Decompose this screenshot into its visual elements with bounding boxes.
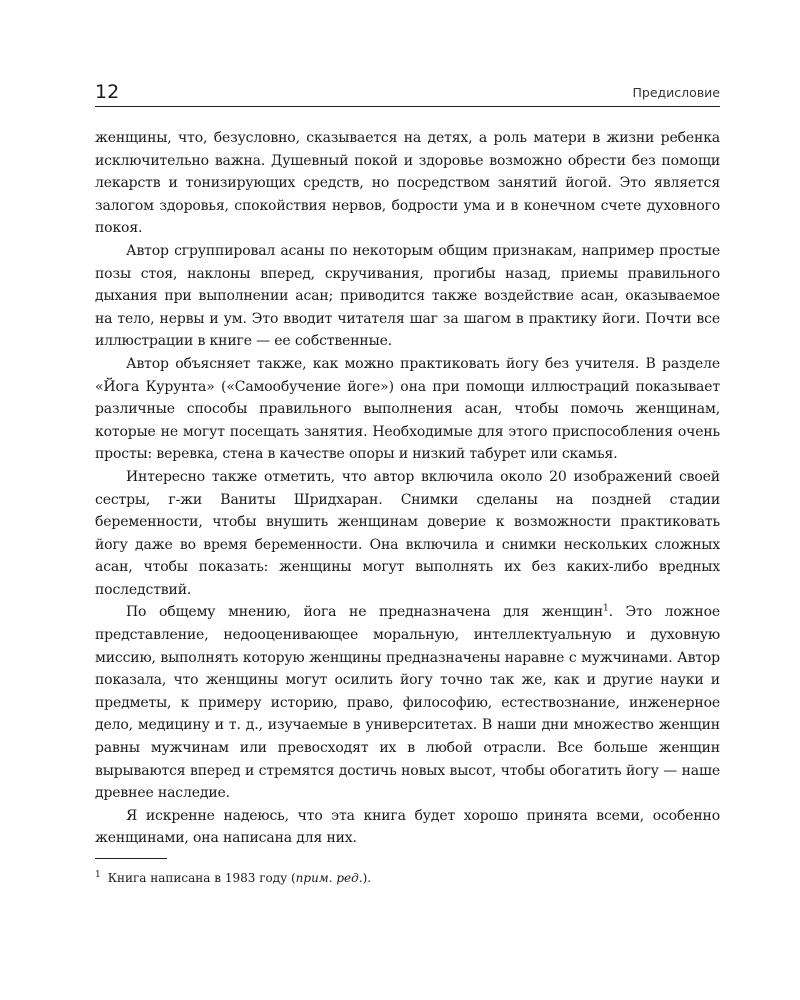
body-text	[95, 127, 720, 850]
page-header	[95, 80, 720, 106]
paragraph: Автор объясняет также, как можно практиковать йогу без учителя. В разделе «Йога Курунта» («Самообучение йоге») она при помощи иллюстраций показывает различные способы правильного выполнения асан, чтобы помочь женщинам, которые не могут посещать занятия. Необходимые для этого приспособления очень просты: веревка, стена в качестве опоры и низкий табурет или скамья.	[95, 355, 720, 463]
footnote-number: 1	[95, 870, 101, 880]
paragraph: женщины, что, безусловно, сказывается на детях, а роль матери в жизни ребенка исключительно важна. Душевный покой и здоровье возможно обрести без помощи лекарств и тонизирующих средств, но посредством занятий йогой. Это является залогом здоровья, спокойствия нервов, бодрости ума и в конечном счете духовного покоя.	[95, 130, 720, 237]
paragraph: Я искренне надеюсь, что эта книга будет хорошо принята всеми, особенно женщинами, она написана для них.	[95, 807, 720, 847]
paragraph: Автор сгруппировал асаны по некоторым общим признакам, например простые позы стоя, наклоны вперед, скручивания, прогибы назад, приемы правильного дыхания при выполнении асан; приводится также воздействие асан, оказываемое на тело, нервы и ум. Это вводит читателя шаг за шагом в практику йоги. Почти все иллюстрации в книге — ее собственные.	[95, 242, 720, 350]
header-rule	[95, 106, 720, 107]
footnote-text-end: ).	[362, 871, 372, 885]
paragraph	[95, 601, 720, 804]
page-number: 12	[95, 81, 120, 103]
footnote-text: Книга написана в 1983 году (	[107, 871, 296, 885]
footnote	[95, 869, 720, 887]
paragraph-text-start: По общему мнению, йога не предназначена для женщин	[126, 604, 603, 621]
paragraph-text-end: . Это ложное представление, недооценивающее моральную, интеллектуальную и духовную миссию, выполнять которую женщины предназначены наравне с мужчинами. Автор показала, что женщины могут осилить йогу точно так же, как и другие науки и предметы, к примеру историю, право, философию, естествознание, инженерное дело, медицину и т. д., изучаемые в университетах. В наши дни множество женщин равны мужчинам или превосходят их в любой отрасли. Все больше женщин вырываются вперед и стремятся достичь новых высот, чтобы обогатить йогу — наше древнее наследие.	[95, 604, 720, 802]
footnote-reference[interactable]: 1	[602, 603, 609, 614]
paragraph: Интересно также отметить, что автор включила около 20 изображений своей сестры, г-жи Ваниты Шридхаран. Снимки сделаны на поздней стадии беременности, чтобы внушить женщинам доверие к возможности практиковать йогу даже во время беременности. Она включила и снимки нескольких сложных асан, чтобы показать: женщины могут выполнять их без каких-либо вредных последствий.	[95, 468, 720, 598]
running-head: Предисловие	[632, 85, 720, 100]
footnote-rule	[95, 858, 167, 859]
footnote-editor-note: прим. ред.	[295, 871, 363, 885]
